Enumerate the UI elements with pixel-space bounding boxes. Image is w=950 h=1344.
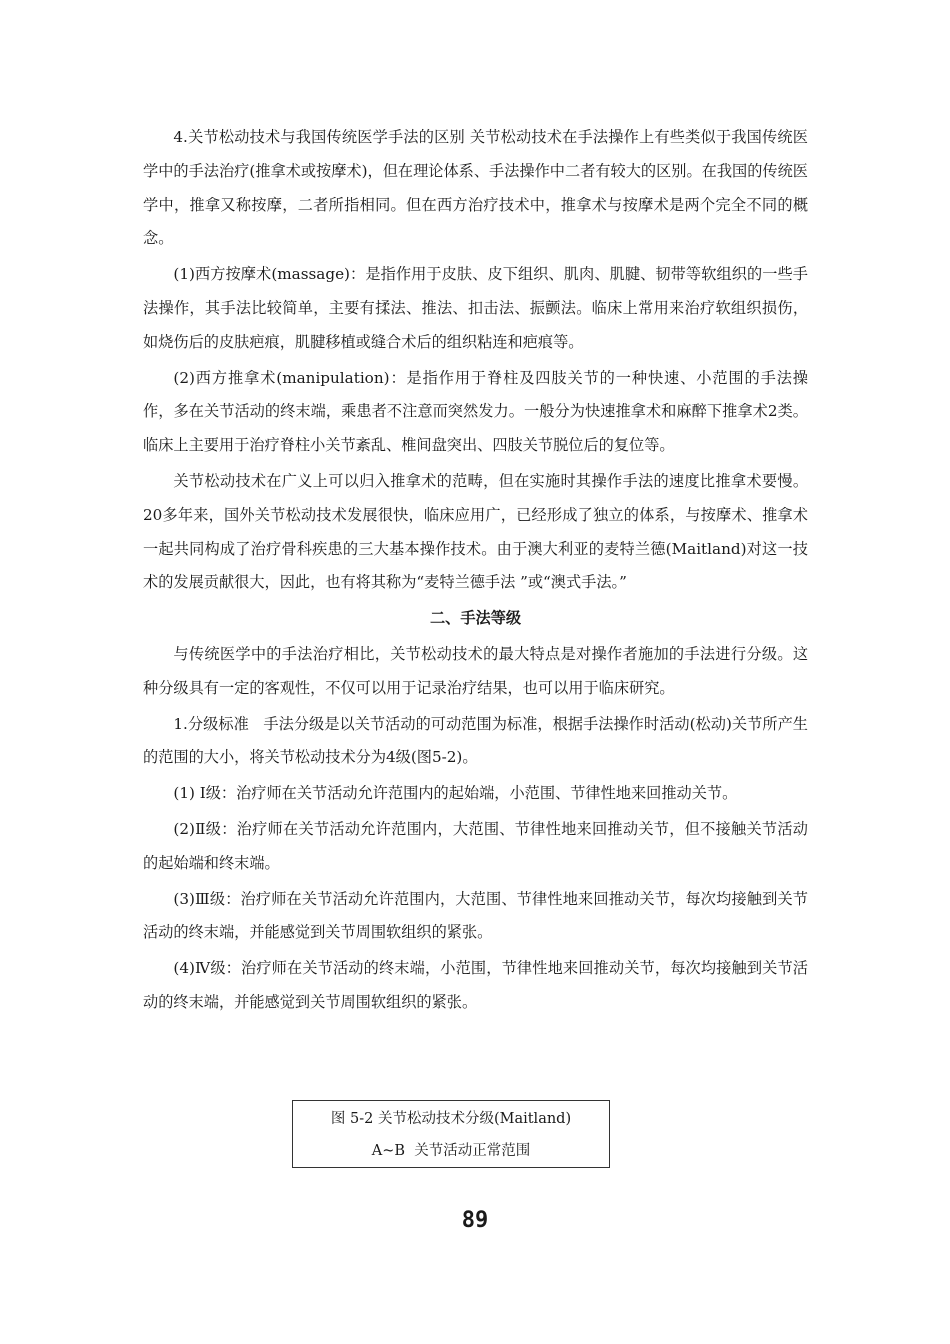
grading-standard-paragraph: 1.分级标准 手法分级是以关节活动的可动范围为标准，根据手法操作时活动(松动)关节所产生的范围的大小，将关节松动技术分为4级(图5-2)。 [143,714,808,767]
grade-3-paragraph: (3)Ⅲ级：治疗师在关节活动允许范围内，大范围、节律性地来回推动关节，每次均接触到关节活动的终末端，并能感觉到关节周围软组织的紧张。 [143,889,808,942]
page-body [143,121,808,1022]
page-number: 89 [461,1208,489,1233]
figure-note: A~B 关节活动正常范围 [371,1143,531,1159]
grading-intro-paragraph: 与传统医学中的手法治疗相比，关节松动技术的最大特点是对操作者施加的手法进行分级。这种分级具有一定的客观性，不仅可以用于记录治疗结果，也可以用于临床研究。 [143,644,808,697]
massage-paragraph: (1)西方按摩术(massage)：是指作用于皮肤、皮下组织、肌肉、肌腱、韧带等软组织的一些手法操作，其手法比较简单，主要有揉法、推法、扣击法、振颤法。临床上常用来治疗软组织损伤，如烧伤后的皮肤疤痕，肌腱移植或缝合术后的组织粘连和疤痕等。 [143,265,808,351]
grade-4-paragraph: (4)Ⅳ级：治疗师在关节活动的终末端，小范围，节律性地来回推动关节，每次均接触到关节活动的终末端，并能感觉到关节周围软组织的紧张。 [143,959,808,1011]
figure-caption-box [292,1100,610,1168]
grade-1-paragraph: (1) Ⅰ级：治疗师在关节活动允许范围内的起始端，小范围、节律性地来回推动关节。 [173,784,738,803]
section-intro-paragraph: 4.关节松动技术与我国传统医学手法的区别 关节松动技术在手法操作上有些类似于我国传统医学中的手法治疗(推拿术或按摩术)，但在理论体系、手法操作中二者有较大的区别。在我国的传统医学中，推拿又称按摩，二者所指相同。但在西方治疗技术中，推拿术与按摩术是两个完全不同的概念。 [143,128,808,248]
figure-caption: 图 5-2 关节松动技术分级(Maitland) [330,1111,572,1127]
manipulation-paragraph: (2)西方推拿术(manipulation)：是指作用于脊柱及四肢关节的一种快速、小范围的手法操作，多在关节活动的终末端，乘患者不注意而突然发力。一般分为快速推拿术和麻醉下推拿术2类。临床上主要用于治疗脊柱小关节紊乱、椎间盘突出、四肢关节脱位后的复位等。 [143,368,808,455]
section-heading: 二、手法等级 [429,609,522,628]
summary-paragraph: 关节松动技术在广义上可以归入推拿术的范畴，但在实施时其操作手法的速度比推拿术要慢。20多年来，国外关节松动技术发展很快，临床应用广，已经形成了独立的体系，与按摩术、推拿术一起共同构成了治疗骨科疾患的三大基本操作技术。由于澳大利亚的麦特兰德(Maitland)对这一技术的发展贡献很大，因此，也有将其称为“麦特兰德手法 ”或“澳式手法。” [143,471,808,592]
grade-2-paragraph: (2)Ⅱ级：治疗师在关节活动允许范围内，大范围、节律性地来回推动关节，但不接触关节活动的起始端和终末端。 [143,819,808,872]
